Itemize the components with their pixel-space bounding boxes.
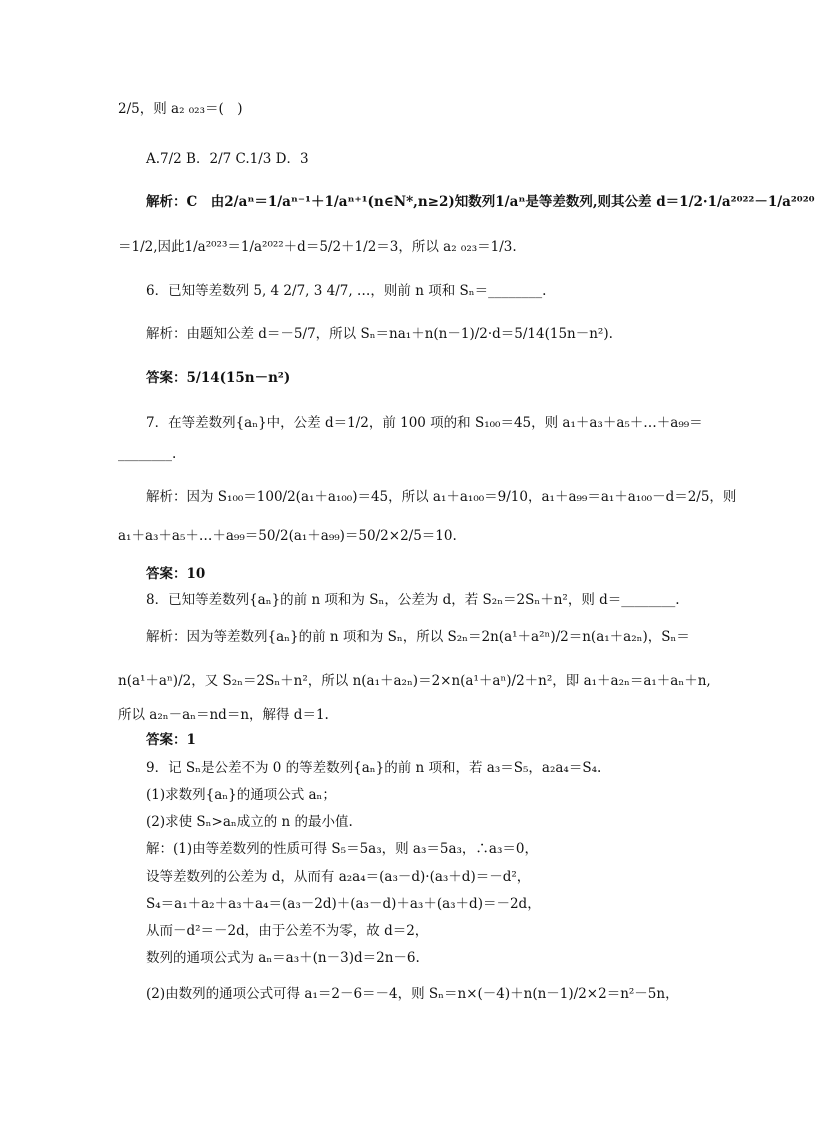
solution-line: 解析：由题知公差 d＝－5/7，所以 Sₙ＝na₁＋n(n－1)/2·d＝5/14(15n－n²). xyxy=(146,326,613,342)
solution-line: (2)由数列的通项公式可得 a₁＝2－6＝－4，则 Sₙ＝n×(－4)＋n(n－1)/2×2＝n²－5n， xyxy=(146,986,679,1002)
question-part-2: (2)求使 Sₙ>aₙ成立的 n 的最小值. xyxy=(146,814,353,830)
solution-line: 从而－d²＝－2d，由于公差不为零，故 d＝2， xyxy=(146,923,429,939)
solution-line: 解析：因为等差数列{aₙ}的前 n 项和为 Sₙ，所以 S₂ₙ＝2n(a¹＋a²ⁿ)/2＝n(a₁＋a₂ₙ)，Sₙ＝ xyxy=(146,629,690,645)
solution-line: 解析：因为 S₁₀₀＝100/2(a₁＋a₁₀₀)＝45，所以 a₁＋a₁₀₀＝9/10，a₁＋a₉₉＝a₁＋a₁₀₀－d＝2/5，则 xyxy=(146,489,737,505)
answer-line: 答案：10 xyxy=(146,566,206,582)
answer-options: A.7/2 B．2/7 C.1/3 D．3 xyxy=(146,151,309,167)
text-line: n(a¹＋aⁿ)/2，又 S₂ₙ＝2Sₙ＋n²，所以 n(a₁＋a₂ₙ)＝2×n(a¹＋aⁿ)/2＋n²，即 a₁＋a₂ₙ＝a₁＋aₙ＋n, xyxy=(118,673,711,689)
question-8: 8．已知等差数列{aₙ}的前 n 项和为 Sₙ，公差为 d，若 S₂ₙ＝2Sₙ＋n²，则 d＝________. xyxy=(146,592,680,608)
solution-line: 数列的通项公式为 aₙ＝a₃＋(n－3)d＝2n－6. xyxy=(146,950,420,966)
question-9: 9．记 Sₙ是公差不为 0 的等差数列{aₙ}的前 n 项和，若 a₃＝S₅，a₂a₄＝S₄. xyxy=(146,760,602,776)
question-6: 6．已知等差数列 5, 4 2/7, 3 4/7, …，则前 n 项和 Sₙ＝________. xyxy=(146,283,547,299)
question-part-1: (1)求数列{aₙ}的通项公式 aₙ； xyxy=(146,787,336,803)
text-line: 所以 a₂ₙ－aₙ＝nd＝n，解得 d＝1. xyxy=(118,707,329,723)
answer-line: 答案：1 xyxy=(146,732,196,748)
solution-line: 解：(1)由等差数列的性质可得 S₅＝5a₃，则 a₃＝5a₃，∴a₃＝0， xyxy=(146,841,538,857)
answer-blank: ________. xyxy=(118,446,177,462)
solution-line: S₄＝a₁＋a₂＋a₃＋a₄＝(a₃－2d)＋(a₃－d)＋a₃＋(a₃＋d)＝－2d， xyxy=(146,896,541,912)
text-line: ＝1/2,因此1/a²⁰²³＝1/a²⁰²²＋d＝5/2＋1/2＝3，所以 a₂ ₀₂₃＝1/3. xyxy=(118,239,517,255)
question-7: 7．在等差数列{aₙ}中，公差 d＝1/2，前 100 项的和 S₁₀₀＝45，则 a₁＋a₃＋a₅＋…＋a₉₉＝ xyxy=(146,415,703,431)
text-line: 2/5，则 a₂ ₀₂₃＝( ) xyxy=(118,101,243,117)
solution-line: 设等差数列的公差为 d，从而有 a₂a₄＝(a₃－d)·(a₃＋d)＝－d²， xyxy=(146,869,531,885)
text-line: a₁＋a₃＋a₅＋…＋a₉₉＝50/2(a₁＋a₉₉)＝50/2×2/5＝10. xyxy=(118,528,457,544)
solution-line: 解析：C 由2/aⁿ＝1/aⁿ⁻¹＋1/aⁿ⁺¹(n∈N*,n≥2)知数列1/aⁿ是等差数列,则其公差 d＝1/2·1/a²⁰²²－1/a²⁰²⁰ xyxy=(146,194,815,210)
answer-line: 答案：5/14(15n－n²) xyxy=(146,370,291,386)
